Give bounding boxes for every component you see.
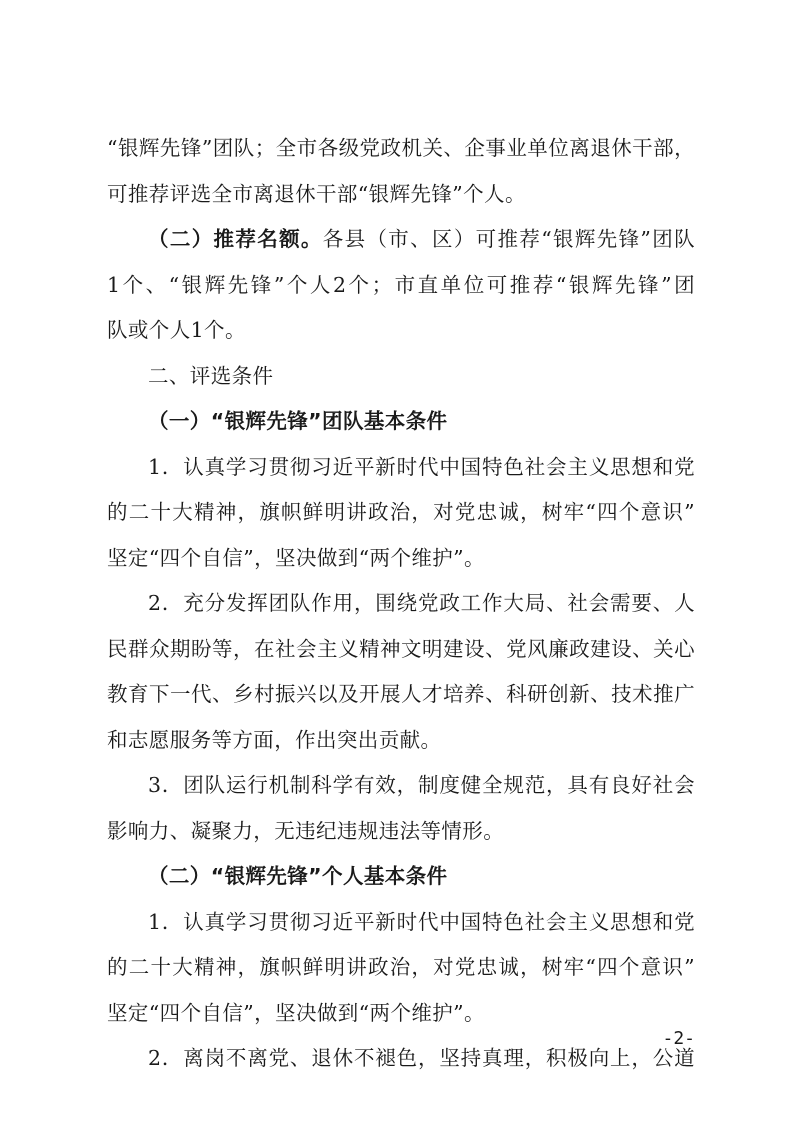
subsection-heading-team: （一）“银辉先锋”团队基本条件 [148, 409, 448, 433]
paragraph-line: 教育下一代、乡村振兴以及开展人才培养、科研创新、技术推广 [107, 682, 695, 706]
paragraph-line: 1个、“银辉先锋”个人2个；市直单位可推荐“银辉先锋”团 [107, 272, 695, 297]
paragraph-line: 坚定“四个自信”，坚决做到“两个维护”。 [107, 1000, 485, 1025]
recommend-quota-heading: （二）推荐名额。 [148, 227, 323, 251]
paragraph-line: 队或个人1个。 [107, 318, 246, 342]
paragraph-line: 和志愿服务等方面，作出突出贡献。 [107, 727, 442, 752]
paragraph-text: 各县（市、区）可推荐“银辉先锋”团队 [322, 227, 695, 251]
paragraph-line: 2．离岗不离党、退休不褪色，坚持真理，积极向上，公道 [148, 1046, 695, 1070]
paragraph-line: 可推荐评选全市离退休干部“银辉先锋”个人。 [107, 181, 526, 206]
paragraph-line: 1．认真学习贯彻习近平新时代中国特色社会主义思想和党 [148, 454, 695, 479]
paragraph-line: 3．团队运行机制科学有效，制度健全规范，具有良好社会 [148, 773, 695, 797]
subsection-heading-individual: （二）“银辉先锋”个人基本条件 [148, 864, 448, 888]
document-body [107, 126, 695, 1082]
section-heading: 二、评选条件 [148, 363, 274, 388]
paragraph-line: 1．认真学习贯彻习近平新时代中国特色社会主义思想和党 [148, 909, 695, 934]
paragraph-line: 的二十大精神，旗帜鲜明讲政治，对党忠诚，树牢“四个意识” [107, 955, 695, 979]
paragraph-line [107, 217, 695, 263]
page-number: -2- [662, 1028, 695, 1049]
paragraph-line: “银辉先锋”团队；全市各级党政机关、企事业单位离退休干部， [107, 136, 695, 160]
paragraph-line: 2．充分发挥团队作用，围绕党政工作大局、社会需要、人 [148, 591, 695, 615]
paragraph-line: 坚定“四个自信”，坚决做到“两个维护”。 [107, 545, 485, 570]
paragraph-line: 的二十大精神，旗帜鲜明讲政治，对党忠诚，树牢“四个意识” [107, 500, 695, 524]
paragraph-line: 民群众期盼等，在社会主义精神文明建设、党风廉政建设、关心 [107, 636, 695, 661]
paragraph-line: 影响力、凝聚力，无违纪违规违法等情形。 [107, 818, 505, 843]
